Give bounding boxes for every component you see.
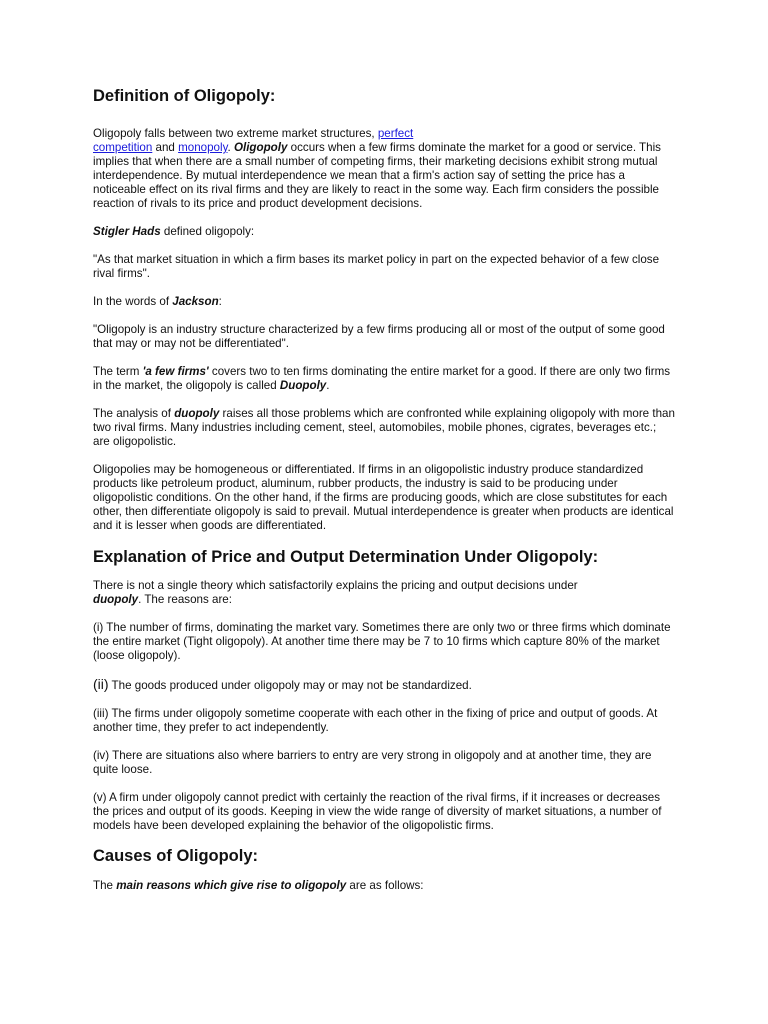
paragraph-stigler: Stigler Hads defined oligopoly: bbox=[93, 225, 255, 238]
paragraph-homogeneous: Oligopolies may be homogeneous or differentiated. If firms in an oligopolistic industry produce standardized products like petroleum product, aluminum, rubber products, the industry is said to be producing under oligopolistic conditions. On the other hand, if the firms are producing goods, which are close substitutes for each other, then differentiate oligopoly is said to prevail. Mutual interdependence is greater when products are identical and it is lesser when goods are differentiated. bbox=[93, 463, 674, 532]
reason-3: (iii) The firms under oligopoly sometime cooperate with each other in the fixing of price and output of goods. At another time, they prefer to act independently. bbox=[93, 707, 658, 734]
paragraph-main-reasons: The main reasons which give rise to oligopoly are as follows: bbox=[93, 879, 424, 892]
heading-causes: Causes of Oligopoly: bbox=[93, 847, 259, 865]
paragraph-intro: Oligopoly falls between two extreme market structures, perfect competition and monopoly. Oligopoly occurs when a few firms dominate the market for a good or service. This implies that when there are a small number of competing firms, their marketing decisions exhibit strong mutual interdependence. By mutual interdependence we mean that a firm's action say of setting the price has a noticeable effect on its rival firms and they are likely to react in the some way. Each firm considers the possible reaction of rivals to its price and product development decisions. bbox=[93, 127, 661, 210]
heading-price-output: Explanation of Price and Output Determination Under Oligopoly: bbox=[93, 548, 599, 566]
paragraph-duopoly-analysis: The analysis of duopoly raises all those problems which are confronted while explaining oligopoly with more than two rival firms. Many industries including cement, steel, automobiles, mobile phones, cigrates, beverages etc.; are oligopolistic. bbox=[93, 407, 675, 448]
paragraph-stigler-quote: "As that market situation in which a firm bases its market policy in part on the expected behavior of a few close rival firms". bbox=[93, 253, 660, 280]
paragraph-few-firms: The term 'a few firms' covers two to ten firms dominating the entire market for a good. If there are only two firms in the market, the oligopoly is called Duopoly. bbox=[93, 365, 671, 392]
paragraph-jackson: In the words of Jackson: bbox=[93, 295, 222, 308]
paragraph-jackson-quote: "Oligopoly is an industry structure characterized by a few firms producing all or most of the output of some good that may or may not be differentiated". bbox=[93, 323, 665, 350]
link-perfect-competition[interactable]: perfect competition bbox=[93, 127, 414, 154]
heading-definition: Definition of Oligopoly: bbox=[93, 87, 276, 105]
link-monopoly[interactable]: monopoly bbox=[178, 141, 228, 154]
paragraph-no-single-theory: There is not a single theory which satisfactorily explains the pricing and output decisions under duopoly. The reasons are: bbox=[93, 579, 578, 606]
reason-4: (iv) There are situations also where barriers to entry are very strong in oligopoly and at another time, they are quite loose. bbox=[93, 749, 652, 776]
reason-5: (v) A firm under oligopoly cannot predict with certainly the reaction of the rival firms, if it increases or decreases the prices and output of its goods. Keeping in view the wide range of diversity of market situations, a number of models have been developed explaining the behavior of the oligopolistic firms. bbox=[93, 791, 662, 832]
reason-1: (i) The number of firms, dominating the market vary. Sometimes there are only two or three firms which dominate the entire market (Tight oligopoly). At another time there may be 7 to 10 firms which capture 80% of the market (loose oligopoly). bbox=[93, 621, 671, 662]
reason-2: (ii) The goods produced under oligopoly may or may not be standardized. bbox=[93, 676, 472, 692]
